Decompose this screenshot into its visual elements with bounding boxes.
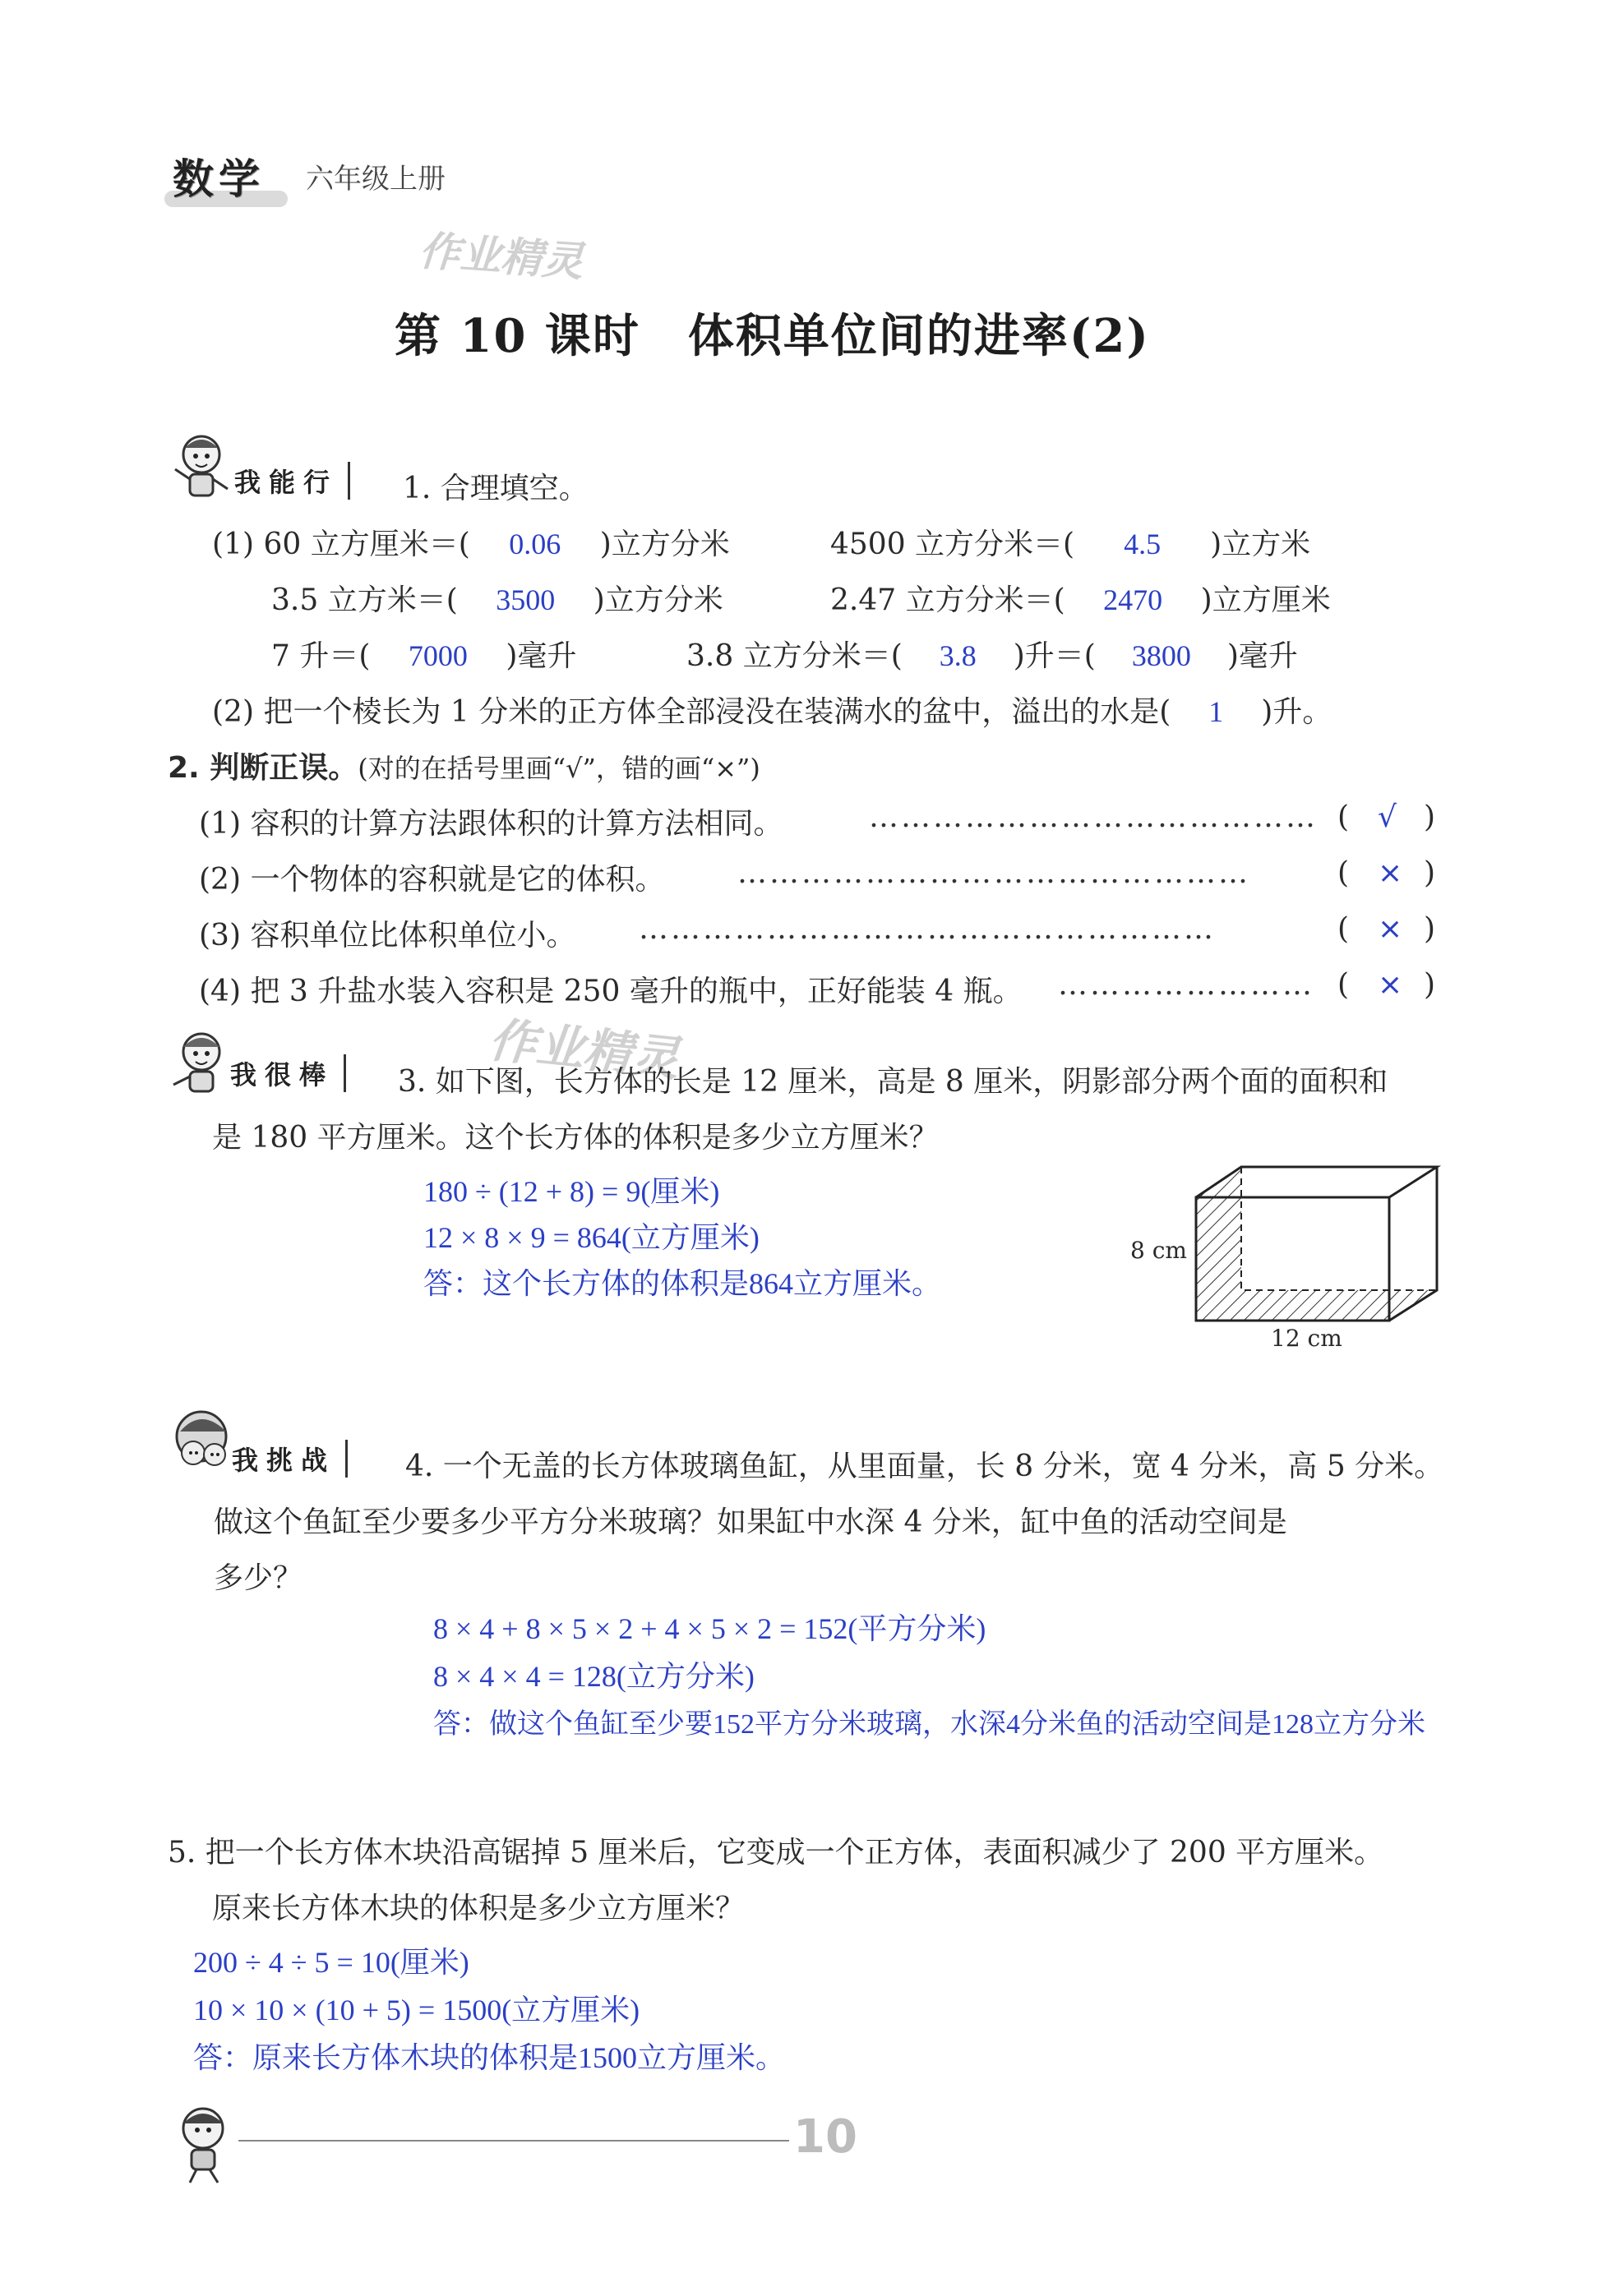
q4-answer-3: 答：做这个鱼缸至少要152平方分米玻璃，水深4分米鱼的活动空间是128立方分米 bbox=[433, 1709, 1425, 1740]
mascot-icon bbox=[169, 431, 234, 505]
q2-row-2: (2) 一个物体的容积就是它的体积。 ………………………………………… ( × ) bbox=[199, 856, 1436, 897]
q5-line-1: 5. 把一个长方体木块沿高锯掉 5 厘米后，它变成一个正方体，表面积减少了 200 平方厘米。 bbox=[168, 1836, 1384, 1870]
q1-item-3: 3.5 立方米＝( 3500 )立方分米 bbox=[271, 583, 723, 617]
watermark: 作业精灵 bbox=[417, 227, 585, 286]
q2-mark-2: × bbox=[1378, 856, 1403, 890]
q2-mark-4: × bbox=[1378, 968, 1403, 1002]
q3-answer-3: 答：这个长方体的体积是864立方厘米。 bbox=[423, 1267, 942, 1300]
q2-mark-1: √ bbox=[1378, 800, 1397, 834]
page-number: 10 bbox=[793, 2110, 857, 2164]
q1-heading: 1. 合理填空。 bbox=[403, 472, 589, 505]
q4-line-2: 做这个鱼缸至少要多少平方分米玻璃？如果缸中水深 4 分米，缸中鱼的活动空间是 bbox=[214, 1505, 1287, 1539]
q3-line-1: 3. 如下图，长方体的长是 12 厘米，高是 8 厘米，阴影部分两个面的面积和 bbox=[398, 1065, 1388, 1099]
q4-answer-1: 8 × 4 + 8 × 5 × 2 + 4 × 5 × 2 = 152(平方分米) bbox=[433, 1612, 986, 1645]
q1-part2: (2) 把一个棱长为 1 分米的正方体全部浸没在装满水的盆中，溢出的水是( 1 )升。 bbox=[212, 695, 1332, 729]
q1-item-1: (1) 60 立方厘米＝( 0.06 )立方分米 bbox=[212, 528, 730, 561]
q5-answer-3: 答：原来长方体木块的体积是1500立方厘米。 bbox=[193, 2041, 786, 2074]
q1-item-2: 4500 立方分米＝( 4.5 )立方米 bbox=[830, 528, 1311, 561]
q1-item-4: 2.47 立方分米＝( 2470 )立方厘米 bbox=[830, 583, 1331, 617]
q4-answer-2: 8 × 4 × 4 = 128(立方分米) bbox=[433, 1660, 755, 1693]
q4-line-1: 4. 一个无盖的长方体玻璃鱼缸，从里面量，长 8 分米，宽 4 分米，高 5 分米。 bbox=[405, 1450, 1444, 1483]
q2-row-1: (1) 容积的计算方法跟体积的计算方法相同。 …………………………………… ( √ ) bbox=[199, 800, 1436, 841]
section-label-1: 我能行 bbox=[234, 462, 350, 500]
page-title: 第 10 课时 体积单位间的进率(2) bbox=[395, 309, 1150, 363]
q3-line-2: 是 180 平方厘米。这个长方体的体积是多少立方厘米？ bbox=[212, 1121, 939, 1155]
section-label-2: 我很棒 bbox=[230, 1054, 346, 1092]
length-label: 12 cm bbox=[1271, 1325, 1342, 1352]
height-label: 8 cm bbox=[1130, 1237, 1187, 1264]
footer-mascot-icon bbox=[169, 2104, 242, 2186]
header-subject: 数学 bbox=[173, 155, 265, 203]
q1-item-5: 7 升＝( 7000 )毫升 bbox=[271, 639, 577, 673]
q1-item-6: 3.8 立方分米＝( 3.8 )升＝( 3800 )毫升 bbox=[686, 639, 1298, 673]
q5-answer-1: 200 ÷ 4 ÷ 5 = 10(厘米) bbox=[193, 1946, 469, 1979]
q2-row-3: (3) 容积单位比体积单位小。 ……………………………………………… ( × ) bbox=[199, 912, 1436, 952]
q3-answer-2: 12 × 8 × 9 = 864(立方厘米) bbox=[423, 1221, 760, 1254]
footer-rule bbox=[238, 2140, 789, 2142]
mascot-icon-2 bbox=[169, 1027, 234, 1101]
watermark-2: 作业精灵 bbox=[486, 1012, 682, 1087]
q5-answer-2: 10 × 10 × (10 + 5) = 1500(立方厘米) bbox=[193, 1994, 640, 2026]
section-label-3: 我挑战 bbox=[232, 1440, 348, 1478]
q3-answer-1: 180 ÷ (12 + 8) = 9(厘米) bbox=[423, 1175, 720, 1208]
q2-row-4: (4) 把 3 升盐水装入容积是 250 毫升的瓶中，正好能装 4 瓶。 …………………… ( × ) bbox=[199, 968, 1436, 1008]
q2-heading: 2. 判断正误。(对的在括号里画“√”，错的画“×”) bbox=[168, 751, 760, 785]
q4-line-3: 多少？ bbox=[214, 1561, 303, 1595]
header-grade: 六年级上册 bbox=[306, 163, 446, 196]
q2-mark-3: × bbox=[1378, 912, 1403, 946]
q5-line-2: 原来长方体木块的体积是多少立方厘米？ bbox=[212, 1892, 746, 1925]
